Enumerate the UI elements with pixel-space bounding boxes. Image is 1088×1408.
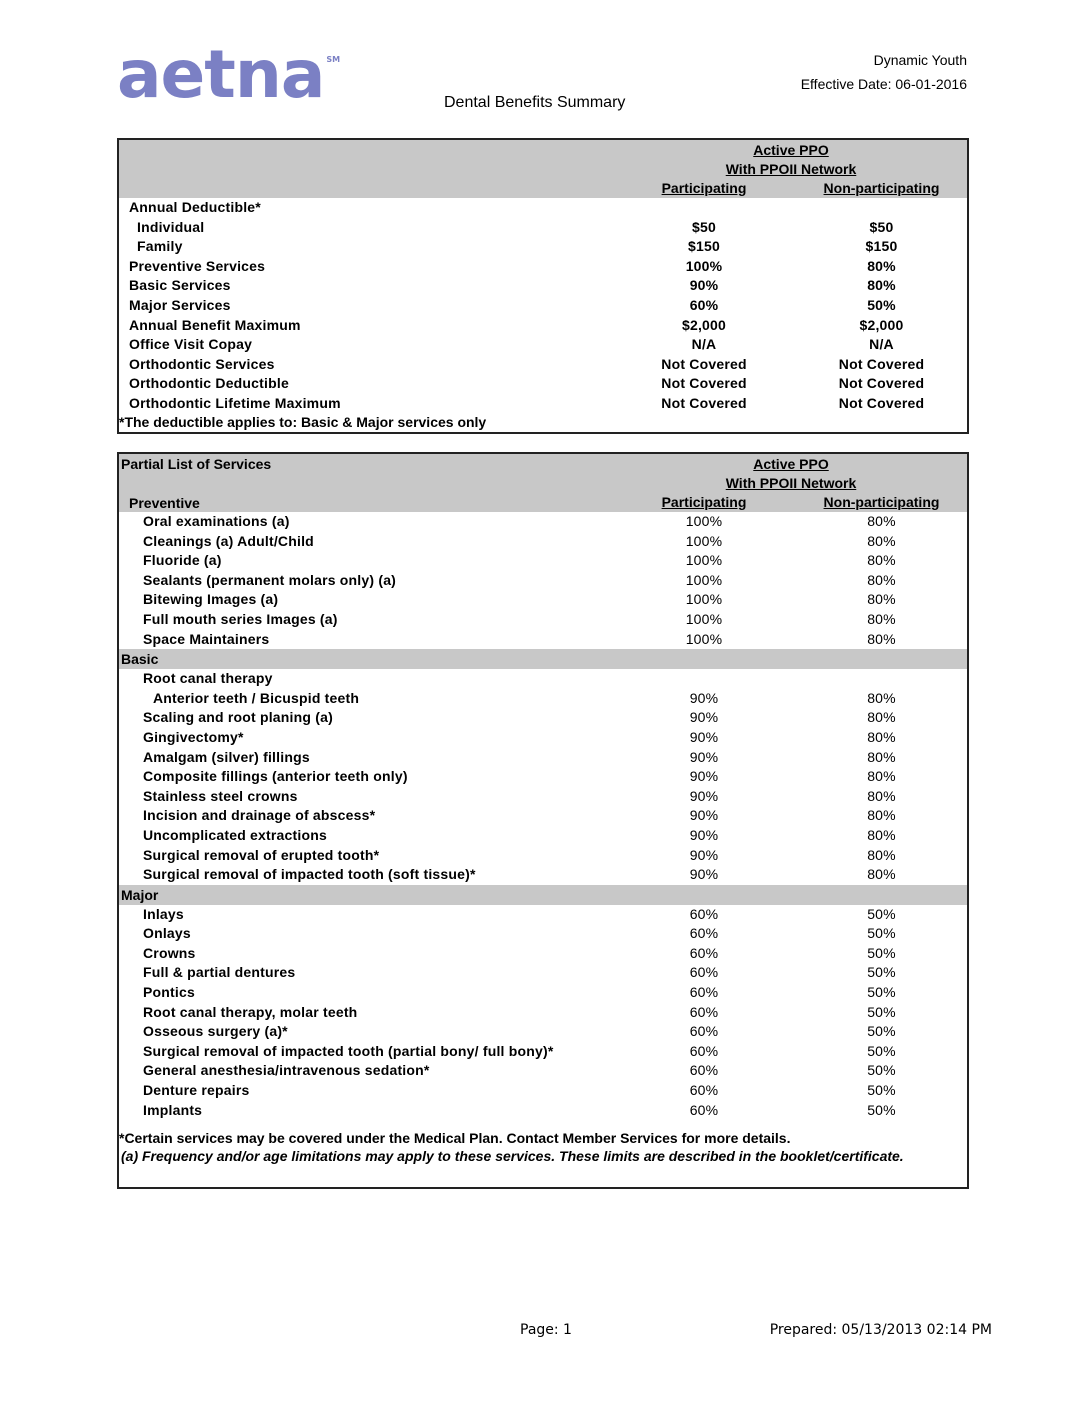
row-label: Scaling and root planing (a) <box>143 709 333 726</box>
participating-value: 90% <box>689 709 719 726</box>
non-participating-value: 80% <box>867 866 896 883</box>
row-label: Individual <box>137 218 205 235</box>
non-participating-value: 80% <box>867 610 896 627</box>
participating-value: 60% <box>689 1003 719 1020</box>
row-label: Annual Deductible* <box>129 199 261 215</box>
row-label: Family <box>137 238 183 255</box>
table-row <box>119 963 967 983</box>
participating-value: 60% <box>689 964 719 981</box>
table-row <box>119 689 967 709</box>
participating-value: 100% <box>685 552 723 569</box>
summary-rows <box>119 198 967 414</box>
non-participating-value: 50% <box>867 984 896 1001</box>
participating-value: 100% <box>685 513 723 529</box>
participating-value: $2,000 <box>681 316 727 333</box>
table-row <box>119 767 967 787</box>
page-title: Dental Benefits Summary <box>444 94 626 111</box>
table-row <box>119 374 967 394</box>
row-label: Stainless steel crowns <box>143 787 298 804</box>
services-table <box>117 452 969 1189</box>
row-label: Surgical removal of erupted tooth* <box>143 846 380 863</box>
table-row <box>119 257 967 277</box>
plan-column-header: Active PPO <box>753 142 829 158</box>
row-label: Incision and drainage of abscess* <box>143 807 376 824</box>
row-label: Oral examinations (a) <box>143 513 290 529</box>
row-label: Denture repairs <box>143 1082 250 1099</box>
table-row <box>119 1061 967 1081</box>
participating-value: 60% <box>689 1082 719 1099</box>
non-participating-value: 50% <box>867 925 896 942</box>
row-label: Pontics <box>143 984 195 1001</box>
participating-value: 100% <box>685 630 723 647</box>
table-row <box>119 355 967 375</box>
participating-value: 90% <box>689 277 719 294</box>
table-row <box>119 610 967 630</box>
non-participating-value: 80% <box>867 532 896 549</box>
row-label: General anesthesia/intravenous sedation* <box>143 1062 430 1079</box>
frequency-footnote: (a) Frequency and/or age limitations may apply to these services. These limits are described in the booklet/certificate. <box>121 1148 904 1165</box>
non-participating-value: Not Covered <box>838 355 925 372</box>
participating-value: 100% <box>685 591 723 608</box>
non-participating-value: 50% <box>867 1062 896 1079</box>
services-title: Partial List of Services <box>121 456 272 472</box>
non-participating-value: 50% <box>867 1023 896 1040</box>
row-label: Orthodontic Deductible <box>129 375 289 392</box>
table-row <box>119 669 967 689</box>
non-participating-value: 80% <box>867 826 896 843</box>
row-label: Anterior teeth / Bicuspid teeth <box>153 689 360 706</box>
non-participating-value: 50% <box>867 905 896 922</box>
non-participating-value: $50 <box>869 218 894 235</box>
participating-value: Not Covered <box>661 355 747 372</box>
non-participating-value: 50% <box>867 1042 896 1059</box>
non-participating-value: 80% <box>867 591 896 608</box>
section-major: Major <box>119 885 967 905</box>
table-row <box>119 728 967 748</box>
services-table-header <box>119 454 967 512</box>
table-row <box>119 748 967 768</box>
table-row <box>119 708 967 728</box>
non-participating-value: 50% <box>867 296 896 313</box>
table-row <box>119 905 967 925</box>
table-row <box>119 944 967 964</box>
row-label: Basic Services <box>129 277 231 294</box>
row-label: Sealants (permanent molars only) (a) <box>143 571 397 588</box>
row-label: Inlays <box>143 905 184 922</box>
table-row <box>119 571 967 591</box>
participating-value: 100% <box>685 532 723 549</box>
deductible-footnote: *The deductible applies to: Basic & Major services only <box>119 414 487 430</box>
table-row <box>119 865 967 885</box>
participating-value: 90% <box>689 826 719 843</box>
section-preventive: Preventive <box>129 495 200 511</box>
table-row <box>119 630 967 650</box>
table-row <box>119 316 967 336</box>
network-column-header: With PPOII Network <box>725 161 857 177</box>
participating-value: 60% <box>689 925 719 942</box>
non-participating-value: 80% <box>867 277 896 294</box>
non-participating-value: 80% <box>867 709 896 726</box>
non-participating-value: 80% <box>867 513 896 529</box>
table-row <box>119 787 967 807</box>
non-participating-value: Not Covered <box>838 394 925 411</box>
participating-value: 90% <box>689 689 719 706</box>
prepared-timestamp: Prepared: 05/13/2013 02:14 PM <box>769 1322 992 1338</box>
non-participating-value: 80% <box>867 552 896 569</box>
effective-date: Effective Date: 06-01-2016 <box>800 76 967 92</box>
basic-rows <box>119 669 967 885</box>
participating-value: 60% <box>689 905 719 922</box>
participating-value: Not Covered <box>661 394 747 411</box>
row-label: Bitewing Images (a) <box>143 591 279 608</box>
participating-value: 90% <box>689 768 719 785</box>
section-basic: Basic <box>119 649 967 669</box>
row-label: Orthodontic Lifetime Maximum <box>129 394 341 411</box>
non-participating-value: 80% <box>867 787 896 804</box>
row-label: Full & partial dentures <box>143 964 296 981</box>
benefit-summary-table <box>117 138 969 434</box>
non-participating-value: $150 <box>865 238 898 255</box>
table-row <box>119 198 967 218</box>
row-label: Onlays <box>143 925 191 942</box>
row-label: Surgical removal of impacted tooth (soft tissue)* <box>143 866 476 883</box>
table-row <box>119 551 967 571</box>
row-label: Office Visit Copay <box>129 336 253 353</box>
page-number: Page: 1 <box>520 1322 572 1338</box>
table-row <box>119 276 967 296</box>
non-participating-column-header: Non-participating <box>823 494 940 510</box>
non-participating-value: 80% <box>867 689 896 706</box>
participating-value: 60% <box>689 1101 719 1118</box>
row-label: Annual Benefit Maximum <box>129 316 301 333</box>
participating-value: 90% <box>689 866 719 883</box>
non-participating-value: 50% <box>867 1003 896 1020</box>
row-label: Composite fillings (anterior teeth only) <box>143 768 408 785</box>
non-participating-value: $2,000 <box>859 316 904 333</box>
non-participating-value: 80% <box>867 807 896 824</box>
participating-value: Not Covered <box>661 375 747 392</box>
participating-value: 90% <box>689 728 719 745</box>
row-label: Fluoride (a) <box>143 552 222 569</box>
row-label: Implants <box>143 1101 203 1118</box>
non-participating-value: 80% <box>867 846 896 863</box>
participating-value: 90% <box>689 846 719 863</box>
non-participating-value: 50% <box>867 1082 896 1099</box>
table-row <box>119 1003 967 1023</box>
participating-value: 60% <box>689 296 719 313</box>
non-participating-value: 50% <box>867 1101 896 1118</box>
participating-value: 100% <box>685 257 723 274</box>
non-participating-value: 80% <box>867 748 896 765</box>
row-label: Gingivectomy* <box>143 728 244 745</box>
participating-value: $150 <box>688 238 720 255</box>
table-row <box>119 394 967 414</box>
participating-value: 60% <box>689 1023 719 1040</box>
row-label: Root canal therapy <box>143 670 273 687</box>
table-row <box>119 590 967 610</box>
plan-column-header: Active PPO <box>753 456 829 472</box>
participating-value: 100% <box>685 571 723 588</box>
participating-value: 90% <box>689 787 719 804</box>
table-row <box>119 532 967 552</box>
row-label: Amalgam (silver) fillings <box>143 748 310 765</box>
participating-value: 60% <box>689 1042 719 1059</box>
network-column-header: With PPOII Network <box>725 475 857 491</box>
table-row <box>119 237 967 257</box>
non-participating-value: 80% <box>867 571 896 588</box>
table-row <box>119 1022 967 1042</box>
table-row <box>119 983 967 1003</box>
table-row <box>119 512 967 532</box>
participating-column-header: Participating <box>661 494 747 510</box>
non-participating-value: 80% <box>867 768 896 785</box>
row-label: Uncomplicated extractions <box>143 826 327 843</box>
summary-table-header <box>119 140 967 198</box>
non-participating-value: Not Covered <box>838 375 925 392</box>
non-participating-value: 80% <box>867 728 896 745</box>
participating-value: 90% <box>689 807 719 824</box>
table-row <box>119 924 967 944</box>
row-label: Orthodontic Services <box>129 355 275 372</box>
participating-value: $50 <box>692 218 716 235</box>
row-label: Root canal therapy, molar teeth <box>143 1003 358 1020</box>
non-participating-value: 80% <box>867 257 896 274</box>
preventive-rows <box>119 512 967 649</box>
row-label: Cleanings (a) Adult/Child <box>143 532 314 549</box>
non-participating-value: 80% <box>867 630 896 647</box>
table-row <box>119 1101 967 1121</box>
participating-value: 60% <box>689 1062 719 1079</box>
participating-value: 60% <box>689 984 719 1001</box>
participating-value: 60% <box>689 944 719 961</box>
row-label: Preventive Services <box>129 257 266 274</box>
row-label: Full mouth series Images (a) <box>143 610 338 627</box>
non-participating-column-header: Non-participating <box>823 180 940 196</box>
participating-value: 100% <box>685 610 723 627</box>
table-row <box>119 826 967 846</box>
row-label: Crowns <box>143 944 196 961</box>
non-participating-value: N/A <box>869 336 894 353</box>
row-label: Space Maintainers <box>143 630 270 647</box>
table-row <box>119 1081 967 1101</box>
table-row <box>119 218 967 238</box>
participating-column-header: Participating <box>661 180 747 196</box>
table-row <box>119 846 967 866</box>
non-participating-value: 50% <box>867 944 896 961</box>
medical-plan-footnote: *Certain services may be covered under the Medical Plan. Contact Member Services for more details. <box>119 1130 791 1147</box>
table-row <box>119 335 967 355</box>
row-label: Osseous surgery (a)* <box>143 1023 288 1040</box>
major-rows <box>119 905 967 1121</box>
row-label: Major Services <box>129 296 231 313</box>
aetna-logo: aetna ℠ <box>117 36 341 113</box>
participating-value: 90% <box>689 748 719 765</box>
table-row <box>119 296 967 316</box>
participating-value: N/A <box>691 336 717 353</box>
row-label: Surgical removal of impacted tooth (partial bony/ full bony)* <box>143 1042 554 1059</box>
table-row <box>119 806 967 826</box>
table-row <box>119 1042 967 1062</box>
non-participating-value: 50% <box>867 964 896 981</box>
plan-name: Dynamic Youth <box>873 52 967 68</box>
